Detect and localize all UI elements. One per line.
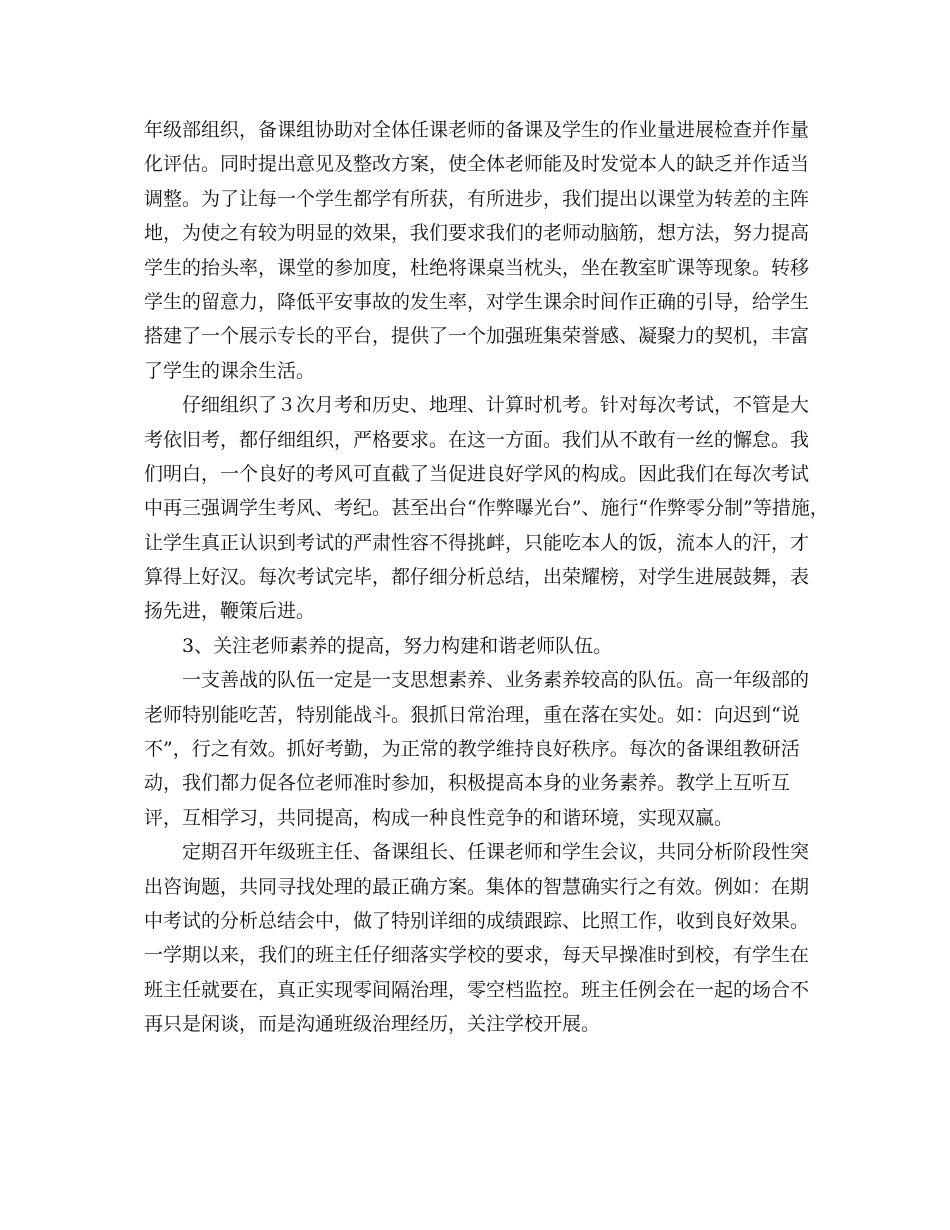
text-line: 地，为使之有较为明显的效果，我们要求我们的老师动脑筋，想方法，努力提高 bbox=[144, 222, 810, 245]
text-line: 班主任就要在，真正实现零间隔治理，零空档监控。班主任例会在一起的场合不 bbox=[144, 978, 810, 1001]
paragraph-first-line: 3、关注老师素养的提高，努力构建和谐老师队伍。 bbox=[182, 634, 613, 657]
paragraph-first-line: 仔细组织了３次月考和历史、地理、计算时机考。针对每次考试，不管是大 bbox=[182, 394, 810, 417]
text-line: 一学期以来，我们的班主任仔细落实学校的要求，每天早操准时到校，有学生在 bbox=[144, 944, 810, 967]
text-line: 不”，行之有效。抓好考勤，为正常的教学维持良好秩序。每次的备课组教研活 bbox=[144, 738, 800, 761]
text-line: 年级部组织，备课组协助对全体任课老师的备课及学生的作业量进展检查并作量 bbox=[144, 119, 810, 141]
text-line: 再只是闲谈，而是沟通班级治理经历，关注学校开展。 bbox=[144, 1013, 601, 1036]
paragraph-first-line: 一支善战的队伍一定是一支思想素养、业务素养较高的队伍。高一年级部的 bbox=[182, 669, 810, 692]
text-line: 动，我们都力促各位老师准时参加，积极提高本身的业务素养。教学上互听互 bbox=[144, 772, 791, 795]
text-line: 搭建了一个展示专长的平台，提供了一个加强班集荣誉感、凝聚力的契机，丰富 bbox=[144, 325, 810, 348]
text-line: 扬先进，鞭策后进。 bbox=[144, 600, 316, 623]
text-line: 学生的留意力，降低平安事故的发生率，对学生课余时间作正确的引导，给学生 bbox=[144, 290, 810, 313]
text-line: 中考试的分析总结会中，做了特别详细的成绩跟踪、比照工作，收到良好效果。 bbox=[144, 909, 810, 932]
text-line: 了学生的课余生活。 bbox=[144, 359, 316, 382]
text-line: 调整。为了让每一个学生都学有所获，有所进步，我们提出以课堂为转差的主阵 bbox=[144, 187, 810, 210]
text-line: 考依旧考，都仔细组织，严格要求。在这一方面。我们从不敢有一丝的懈怠。我 bbox=[144, 428, 810, 451]
text-line: 评，互相学习，共同提高，构成一种良性竞争的和谐环境，实现双赢。 bbox=[144, 806, 734, 829]
text-line: 出咨询题，共同寻找处理的最正确方案。集体的智慧确实行之有效。例如：在期 bbox=[144, 875, 810, 898]
text-line: 化评估。同时提出意见及整改方案，使全体老师能及时发觉本人的缺乏并作适当 bbox=[144, 153, 810, 176]
text-line: 中再三强调学生考风、考纪。甚至出台“作弊曝光台”、施行“作弊零分制”等措施， bbox=[144, 497, 829, 520]
paragraph-first-line: 定期召开年级班主任、备课组长、任课老师和学生会议，共同分析阶段性突 bbox=[182, 841, 810, 864]
text-line: 老师特别能吃苦，特别能战斗。狠抓日常治理，重在落在实处。如：向迟到“说 bbox=[144, 703, 800, 726]
text-line: 学生的抬头率，课堂的参加度，杜绝将课桌当枕头，坐在教室旷课等现象。转移 bbox=[144, 256, 810, 279]
text-line: 算得上好汉。每次考试完毕，都仔细分析总结，出荣耀榜，对学生进展鼓舞，表 bbox=[144, 566, 810, 589]
text-line: 让学生真正认识到考试的严肃性容不得挑衅，只能吃本人的饭，流本人的汗，才 bbox=[144, 531, 810, 554]
body-text bbox=[144, 113, 829, 1042]
text-line: 们明白，一个良好的考风可直截了当促进良好学风的构成。因此我们在每次考试 bbox=[144, 462, 810, 485]
